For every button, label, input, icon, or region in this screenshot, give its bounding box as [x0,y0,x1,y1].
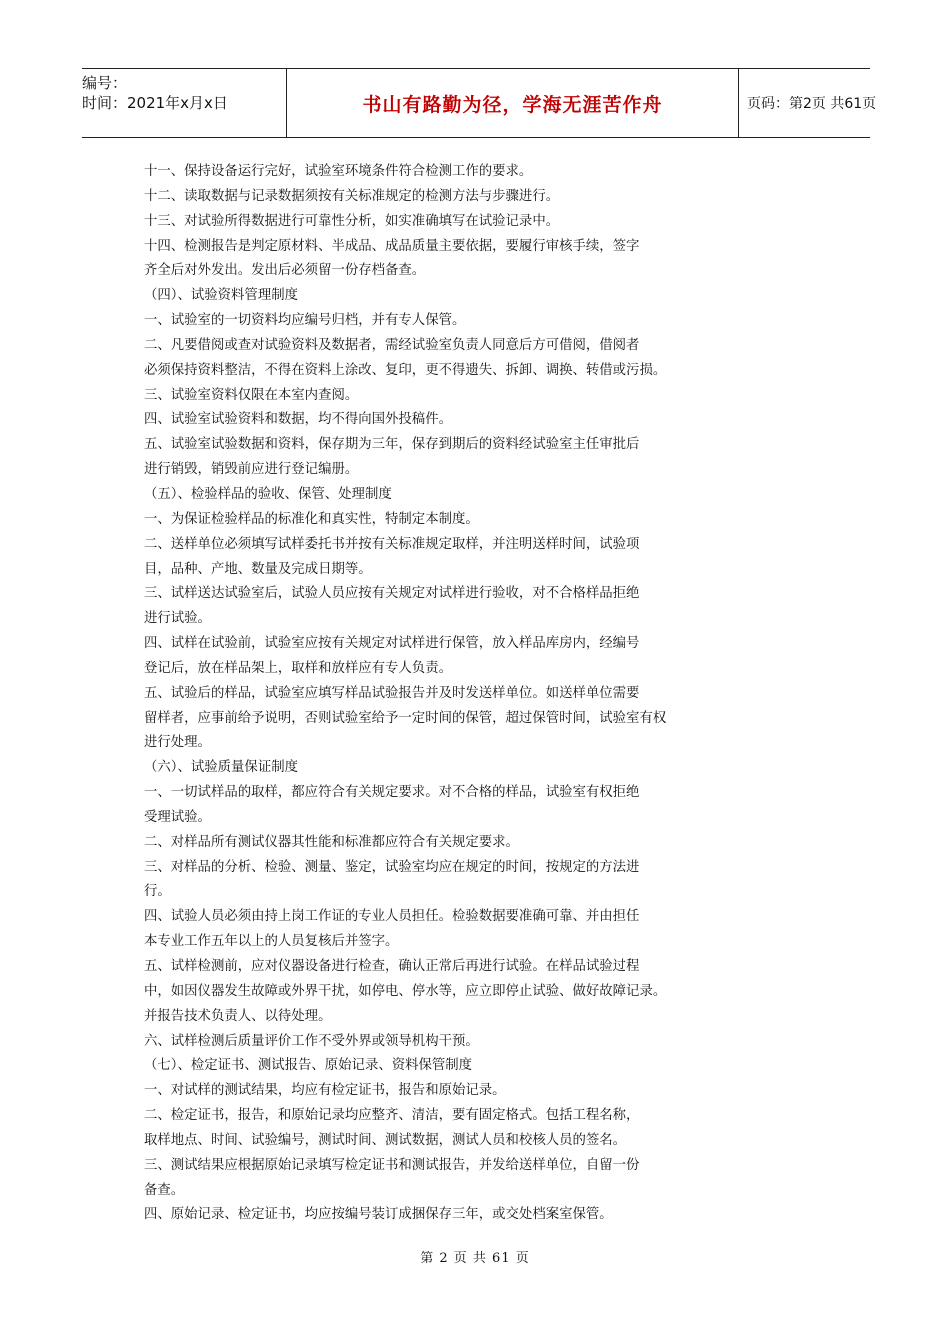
text-line: 受理试验。 [144,809,211,825]
text-line: 进行处理。 [144,735,211,751]
text-line: 五、试样检测前，应对仪器设备进行检查，确认正常后再进行试验。在样品试验过程 [144,959,640,974]
text-line: 二、送样单位必须填写试样委托书并按有关标准规定取样，并注明送样时间，试验项 [144,536,640,552]
header-meta [82,69,286,137]
text-line: 一、为保证检验样品的标准化和真实性，特制定本制度。 [144,511,479,527]
text-line: （五）、检验样品的验收、保管、处理制度 [144,486,392,502]
text-line: 目，品种、产地、数量及完成日期等。 [144,561,372,577]
text-line: （七）、检定证书、测试报告、原始记录、资料保管制度 [144,1058,473,1074]
text-line: 中，如因仪器发生故障或外界干扰，如停电、停水等，应立即停止试验、做好故障记录。 [144,983,667,999]
doc-time-label: 时间：2021年x月x日 [82,94,228,112]
header-page-info [739,69,877,137]
text-line: 十二、读取数据与记录数据须按有关标准规定的检测方法与步骤进行。 [144,188,560,204]
text-line: 五、试验室试验数据和资料，保存期为三年，保存到期后的资料经试验室主任审批后 [144,437,640,453]
text-line: 二、对样品所有测试仪器其性能和标准都应符合有关规定要求。 [144,834,519,850]
text-line: 取样地点、时间、试验编号，测试时间、测试数据，测试人员和校核人员的签名。 [144,1132,627,1148]
text-line: 必须保持资料整洁，不得在资料上涂改、复印，更不得遗失、拆卸、调换、转借或污损。 [144,362,667,378]
text-line: 三、对样品的分析、检验、测量、鉴定，试验室均应在规定的时间，按规定的方法进 [144,859,640,875]
text-line: 四、试验室试验资料和数据，均不得向国外投稿件。 [144,412,452,428]
text-line: 二、凡要借阅或查对试验资料及数据者，需经试验室负责人同意后方可借阅，借阅者 [144,337,640,353]
text-line: 六、试样检测后质量评价工作不受外界或领导机构干预。 [144,1033,479,1049]
text-line: 十四、检测报告是判定原材料、半成品、成品质量主要依据，要履行审核手续，签字 [144,238,640,254]
text-line: （四）、试验资料管理制度 [144,288,298,304]
text-line: 一、一切试样品的取样，都应符合有关规定要求。对不合格的样品，试验室有权拒绝 [144,785,640,801]
page-header [82,68,877,138]
footer-page-number: 第 2 页 共 61 页 [420,1251,530,1266]
document-body [144,160,704,1228]
text-line: 备查。 [144,1182,185,1198]
text-line: 五、试验后的样品，试验室应填写样品试验报告并及时发送样单位。如送样单位需要 [144,685,640,701]
text-line: 三、试样送达试验室后，试验人员应按有关规定对试样进行验收，对不合格样品拒绝 [144,586,640,602]
text-line: 十三、对试验所得数据进行可靠性分析，如实准确填写在试验记录中。 [144,213,560,229]
page-info-text: 页码：第2页 共61页 [747,96,877,112]
text-line: 三、试验室资料仅限在本室内查阅。 [144,387,359,403]
text-line: 登记后，放在样品架上，取样和放样应有专人负责。 [144,660,452,676]
text-line: 留样者，应事前给予说明，否则试验室给予一定时间的保管，超过保管时间，试验室有权 [144,710,667,726]
page-footer [0,1247,950,1266]
text-line: 进行试验。 [144,611,211,627]
doc-code-label: 编号： [82,74,128,92]
text-line: 行。 [144,884,171,900]
header-motto-cell [286,69,739,137]
text-line: （六）、试验质量保证制度 [144,760,298,776]
motto-text: 书山有路勤为径，学海无涯苦作舟 [362,93,663,116]
text-line: 四、原始记录、检定证书，均应按编号装订成捆保存三年，或交处档案室保管。 [144,1207,613,1223]
text-line: 四、试验人员必须由持上岗工作证的专业人员担任。检验数据要准确可靠、并由担任 [144,909,640,925]
text-line: 本专业工作五年以上的人员复核后并签字。 [144,934,399,950]
text-line: 齐全后对外发出。发出后必须留一份存档备查。 [144,263,426,279]
text-line: 四、试样在试验前，试验室应按有关规定对试样进行保管，放入样品库房内，经编号 [144,636,640,652]
text-line: 一、对试样的测试结果，均应有检定证书，报告和原始记录。 [144,1083,506,1099]
text-line: 二、检定证书，报告，和原始记录均应整齐、清洁，要有固定格式。包括工程名称， [144,1108,640,1124]
text-line: 进行销毁，销毁前应进行登记编册。 [144,462,359,478]
text-line: 十一、保持设备运行完好，试验室环境条件符合检测工作的要求。 [144,164,533,179]
text-line: 并报告技术负责人、以待处理。 [144,1008,332,1024]
text-line: 一、试验室的一切资料均应编号归档，并有专人保管。 [144,313,466,329]
text-line: 三、测试结果应根据原始记录填写检定证书和测试报告，并发给送样单位，自留一份 [144,1157,640,1173]
